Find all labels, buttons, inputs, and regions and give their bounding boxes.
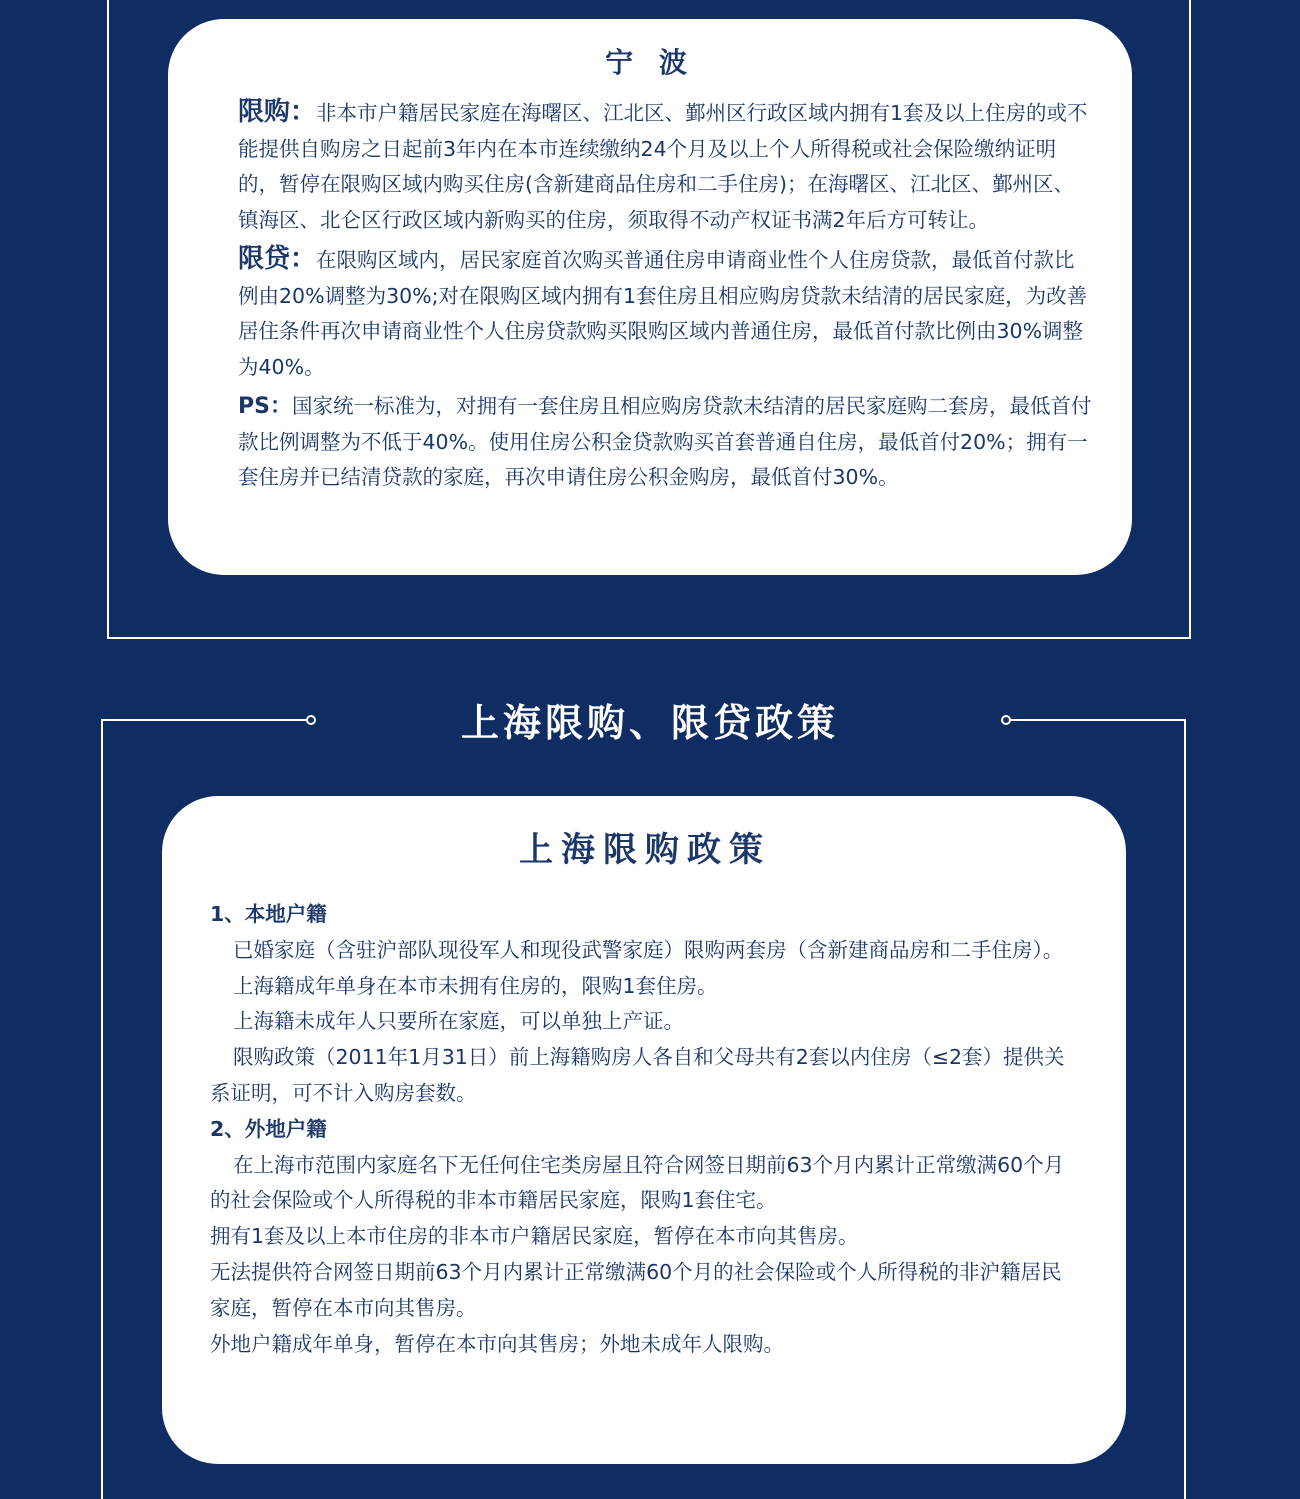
ningbo-restrict-loan bbox=[238, 242, 1094, 385]
restrict-buy-text: 非本市户籍居民家庭在海曙区、江北区、鄞州区行政区域内拥有1套及以上住房的或不能提供自购房之日起前3年内在本市连续缴纳24个月及以上个人所得税或社会保险缴纳证明的，暂停在限购区域内购买住房(含新建商品住房和二手住房)；在海曙区、江北区、鄞州区、镇海区、北仑区行政区域内新购买的住房，须取得不动产权证书满2年后方可转让。 bbox=[238, 101, 1088, 232]
section-local-hukou-heading: 1、本地户籍 bbox=[210, 902, 327, 926]
ningbo-policy-card bbox=[168, 19, 1132, 575]
local-minor: 上海籍未成年人只要所在家庭，可以单独上产证。 bbox=[233, 1009, 684, 1034]
banner-line-right bbox=[1010, 719, 1186, 721]
ningbo-title: 宁 波 bbox=[605, 46, 695, 79]
restrict-loan-text: 在限购区域内，居民家庭首次购买普通住房申请商业性个人住房贷款，最低首付款比例由20%调整为30%;对在限购区域内拥有1套住房且相应购房贷款未结清的居民家庭，为改善居住条件再次申请商业性个人住房贷款购买限购区域内普通住房，最低首付款比例由30%调整为40%。 bbox=[238, 248, 1088, 379]
ps-text: 国家统一标准为，对拥有一套住房且相应购房贷款未结清的居民家庭购二套房，最低首付款比例调整为不低于40%。使用住房公积金贷款购买首套普通自住房，最低首付20%；拥有一套住房并已结清贷款的家庭，再次申请住房公积金购房，最低首付30%。 bbox=[238, 394, 1092, 489]
section-nonlocal-hukou-heading: 2、外地户籍 bbox=[210, 1116, 327, 1141]
nonlocal-no-proof: 无法提供符合网签日期前63个月内累计正常缴满60个月的社会保险或个人所得税的非沪籍居民家庭，暂停在本市向其售房。 bbox=[210, 1259, 1062, 1320]
local-married-family: 已婚家庭（含驻沪部队现役军人和现役武警家庭）限购两套房（含新建商品房和二手住房）。 bbox=[233, 937, 1064, 962]
frame-line-right bbox=[1184, 719, 1186, 1499]
local-pre-policy: 限购政策（2011年1月31日）前上海籍购房人各自和父母共有2套以内住房（≤2套）提供关系证明，可不计入购房套数。 bbox=[210, 1045, 1065, 1105]
restrict-buy-label: 限购： bbox=[238, 97, 317, 127]
shanghai-card-title: 上海限购政策 bbox=[519, 830, 771, 870]
banner-ring-left bbox=[306, 715, 316, 725]
ps-label: PS： bbox=[238, 394, 292, 419]
banner-line-left bbox=[101, 719, 307, 721]
nonlocal-single-minor: 外地户籍成年单身，暂停在本市向其售房；外地未成年人限购。 bbox=[210, 1331, 784, 1356]
nonlocal-eligible-family: 在上海市范围内家庭名下无任何住宅类房屋且符合网签日期前63个月内累计正常缴满60个月的社会保险或个人所得税的非本市籍居民家庭，限购1套住宅。 bbox=[210, 1152, 1065, 1213]
restrict-loan-label: 限贷： bbox=[238, 244, 317, 274]
shanghai-banner-title: 上海限购、限贷政策 bbox=[460, 701, 839, 745]
shanghai-policy-card bbox=[162, 796, 1126, 1464]
nonlocal-owns-home: 拥有1套及以上本市住房的非本市户籍居民家庭，暂停在本市向其售房。 bbox=[210, 1224, 859, 1249]
ningbo-ps bbox=[238, 389, 1094, 496]
frame-line-left bbox=[101, 719, 103, 1499]
local-single-adult: 上海籍成年单身在本市未拥有住房的，限购1套住房。 bbox=[233, 973, 718, 998]
ningbo-restrict-buy bbox=[238, 95, 1094, 238]
